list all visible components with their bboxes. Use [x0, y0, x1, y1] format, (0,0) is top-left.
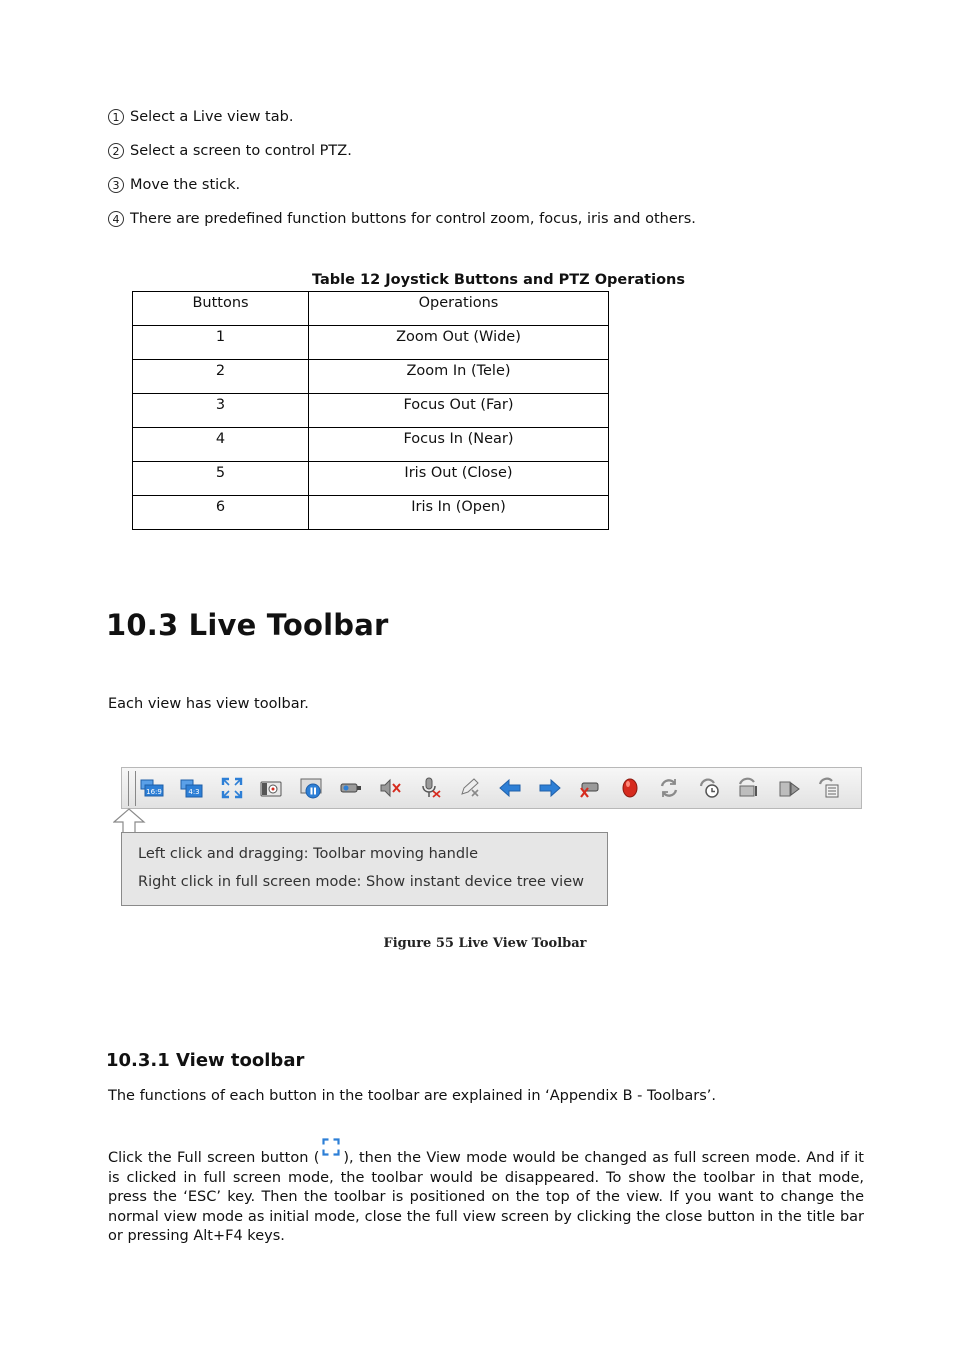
- cell-operation: Iris Out (Close): [309, 462, 609, 496]
- rewind-icon[interactable]: [737, 776, 761, 800]
- cell-button: 1: [133, 326, 309, 360]
- figure-caption: Figure 55 Live View Toolbar: [383, 936, 587, 951]
- snapshot-icon[interactable]: [259, 776, 283, 800]
- subsection-para-1: The functions of each button in the toolbar are explained in ‘Appendix B - Toolbars’.: [108, 1088, 716, 1104]
- step-number: 3: [108, 177, 124, 193]
- record-icon[interactable]: [618, 776, 642, 800]
- step-text: Select a screen to control PTZ.: [130, 143, 352, 159]
- cell-button: 4: [133, 428, 309, 462]
- table-caption: Table 12 Joystick Buttons and PTZ Operations: [312, 272, 685, 288]
- step-number: 1: [108, 109, 124, 125]
- camera-ptz-icon[interactable]: [339, 776, 363, 800]
- ratio-16-9-icon[interactable]: [140, 776, 164, 800]
- cell-button: 6: [133, 496, 309, 530]
- step-item: [108, 100, 696, 134]
- svg-text:4:3: 4:3: [188, 788, 200, 796]
- list-icon[interactable]: [817, 776, 841, 800]
- edit-icon[interactable]: [458, 776, 482, 800]
- cell-operation: Focus In (Near): [309, 428, 609, 462]
- playback-icon[interactable]: [697, 776, 721, 800]
- table-header-row: [133, 292, 609, 326]
- step-item: [108, 168, 696, 202]
- cell-operation: Zoom Out (Wide): [309, 326, 609, 360]
- para-text-after: ), then the View mode would be changed as full screen mode. And if it is clicked in full screen mode, the toolbar would be disappeared. To show the toolbar in that mode, press the ‘ESC’ key. Then the toolbar is positioned on the top of the view. If you want to change the normal view mode as initial mode, close the full view screen by clicking the close button in the title bar or pressing Alt+F4 keys.: [108, 1150, 864, 1244]
- cell-operation: Iris In (Open): [309, 496, 609, 530]
- table-row: [133, 326, 609, 360]
- step-item: [108, 202, 696, 236]
- subsection-para-2: [108, 1137, 864, 1247]
- header-buttons: Buttons: [133, 292, 309, 326]
- step-number: 4: [108, 211, 124, 227]
- table-row: [133, 428, 609, 462]
- table-row: [133, 496, 609, 530]
- forward-icon[interactable]: [777, 776, 801, 800]
- callout-arrow: [113, 808, 147, 834]
- refresh-icon[interactable]: [657, 776, 681, 800]
- section-intro: Each view has view toolbar.: [108, 696, 309, 712]
- step-text: There are predefined function buttons for control zoom, focus, iris and others.: [130, 211, 696, 227]
- cell-button: 3: [133, 394, 309, 428]
- mute-mic-icon[interactable]: [419, 776, 443, 800]
- step-text: Select a Live view tab.: [130, 109, 294, 125]
- ratio-4-3-icon[interactable]: [180, 776, 204, 800]
- cell-operation: Zoom In (Tele): [309, 360, 609, 394]
- step-item: [108, 134, 696, 168]
- mute-speaker-icon[interactable]: [379, 776, 403, 800]
- section-title: 10.3 Live Toolbar: [106, 608, 389, 642]
- toolbar-moving-handle[interactable]: [128, 771, 136, 806]
- camera-disconnect-icon[interactable]: [578, 776, 602, 800]
- para-text-before: Click the Full screen button (: [108, 1150, 320, 1166]
- step-number: 2: [108, 143, 124, 159]
- svg-text:16:9: 16:9: [146, 788, 162, 796]
- callout-line-2: Right click in full screen mode: Show instant device tree view: [138, 874, 584, 890]
- cell-button: 5: [133, 462, 309, 496]
- callout-line-1: Left click and dragging: Toolbar moving handle: [138, 846, 479, 862]
- ptz-operations-table: [132, 291, 609, 530]
- arrow-left-icon[interactable]: [498, 776, 522, 800]
- cell-button: 2: [133, 360, 309, 394]
- header-operations: Operations: [309, 292, 609, 326]
- toolbar-buttons: [140, 776, 856, 800]
- live-view-toolbar: [121, 767, 862, 809]
- subsection-title: 10.3.1 View toolbar: [106, 1050, 305, 1071]
- table-row: [133, 462, 609, 496]
- step-list: [108, 100, 696, 236]
- toolbar-handle-callout: [121, 832, 608, 906]
- cell-operation: Focus Out (Far): [309, 394, 609, 428]
- fullscreen-icon[interactable]: [220, 776, 244, 800]
- pause-icon[interactable]: [299, 776, 323, 800]
- arrow-right-icon[interactable]: [538, 776, 562, 800]
- step-text: Move the stick.: [130, 177, 241, 193]
- table-row: [133, 394, 609, 428]
- table-row: [133, 360, 609, 394]
- fullscreen-icon: [321, 1137, 341, 1157]
